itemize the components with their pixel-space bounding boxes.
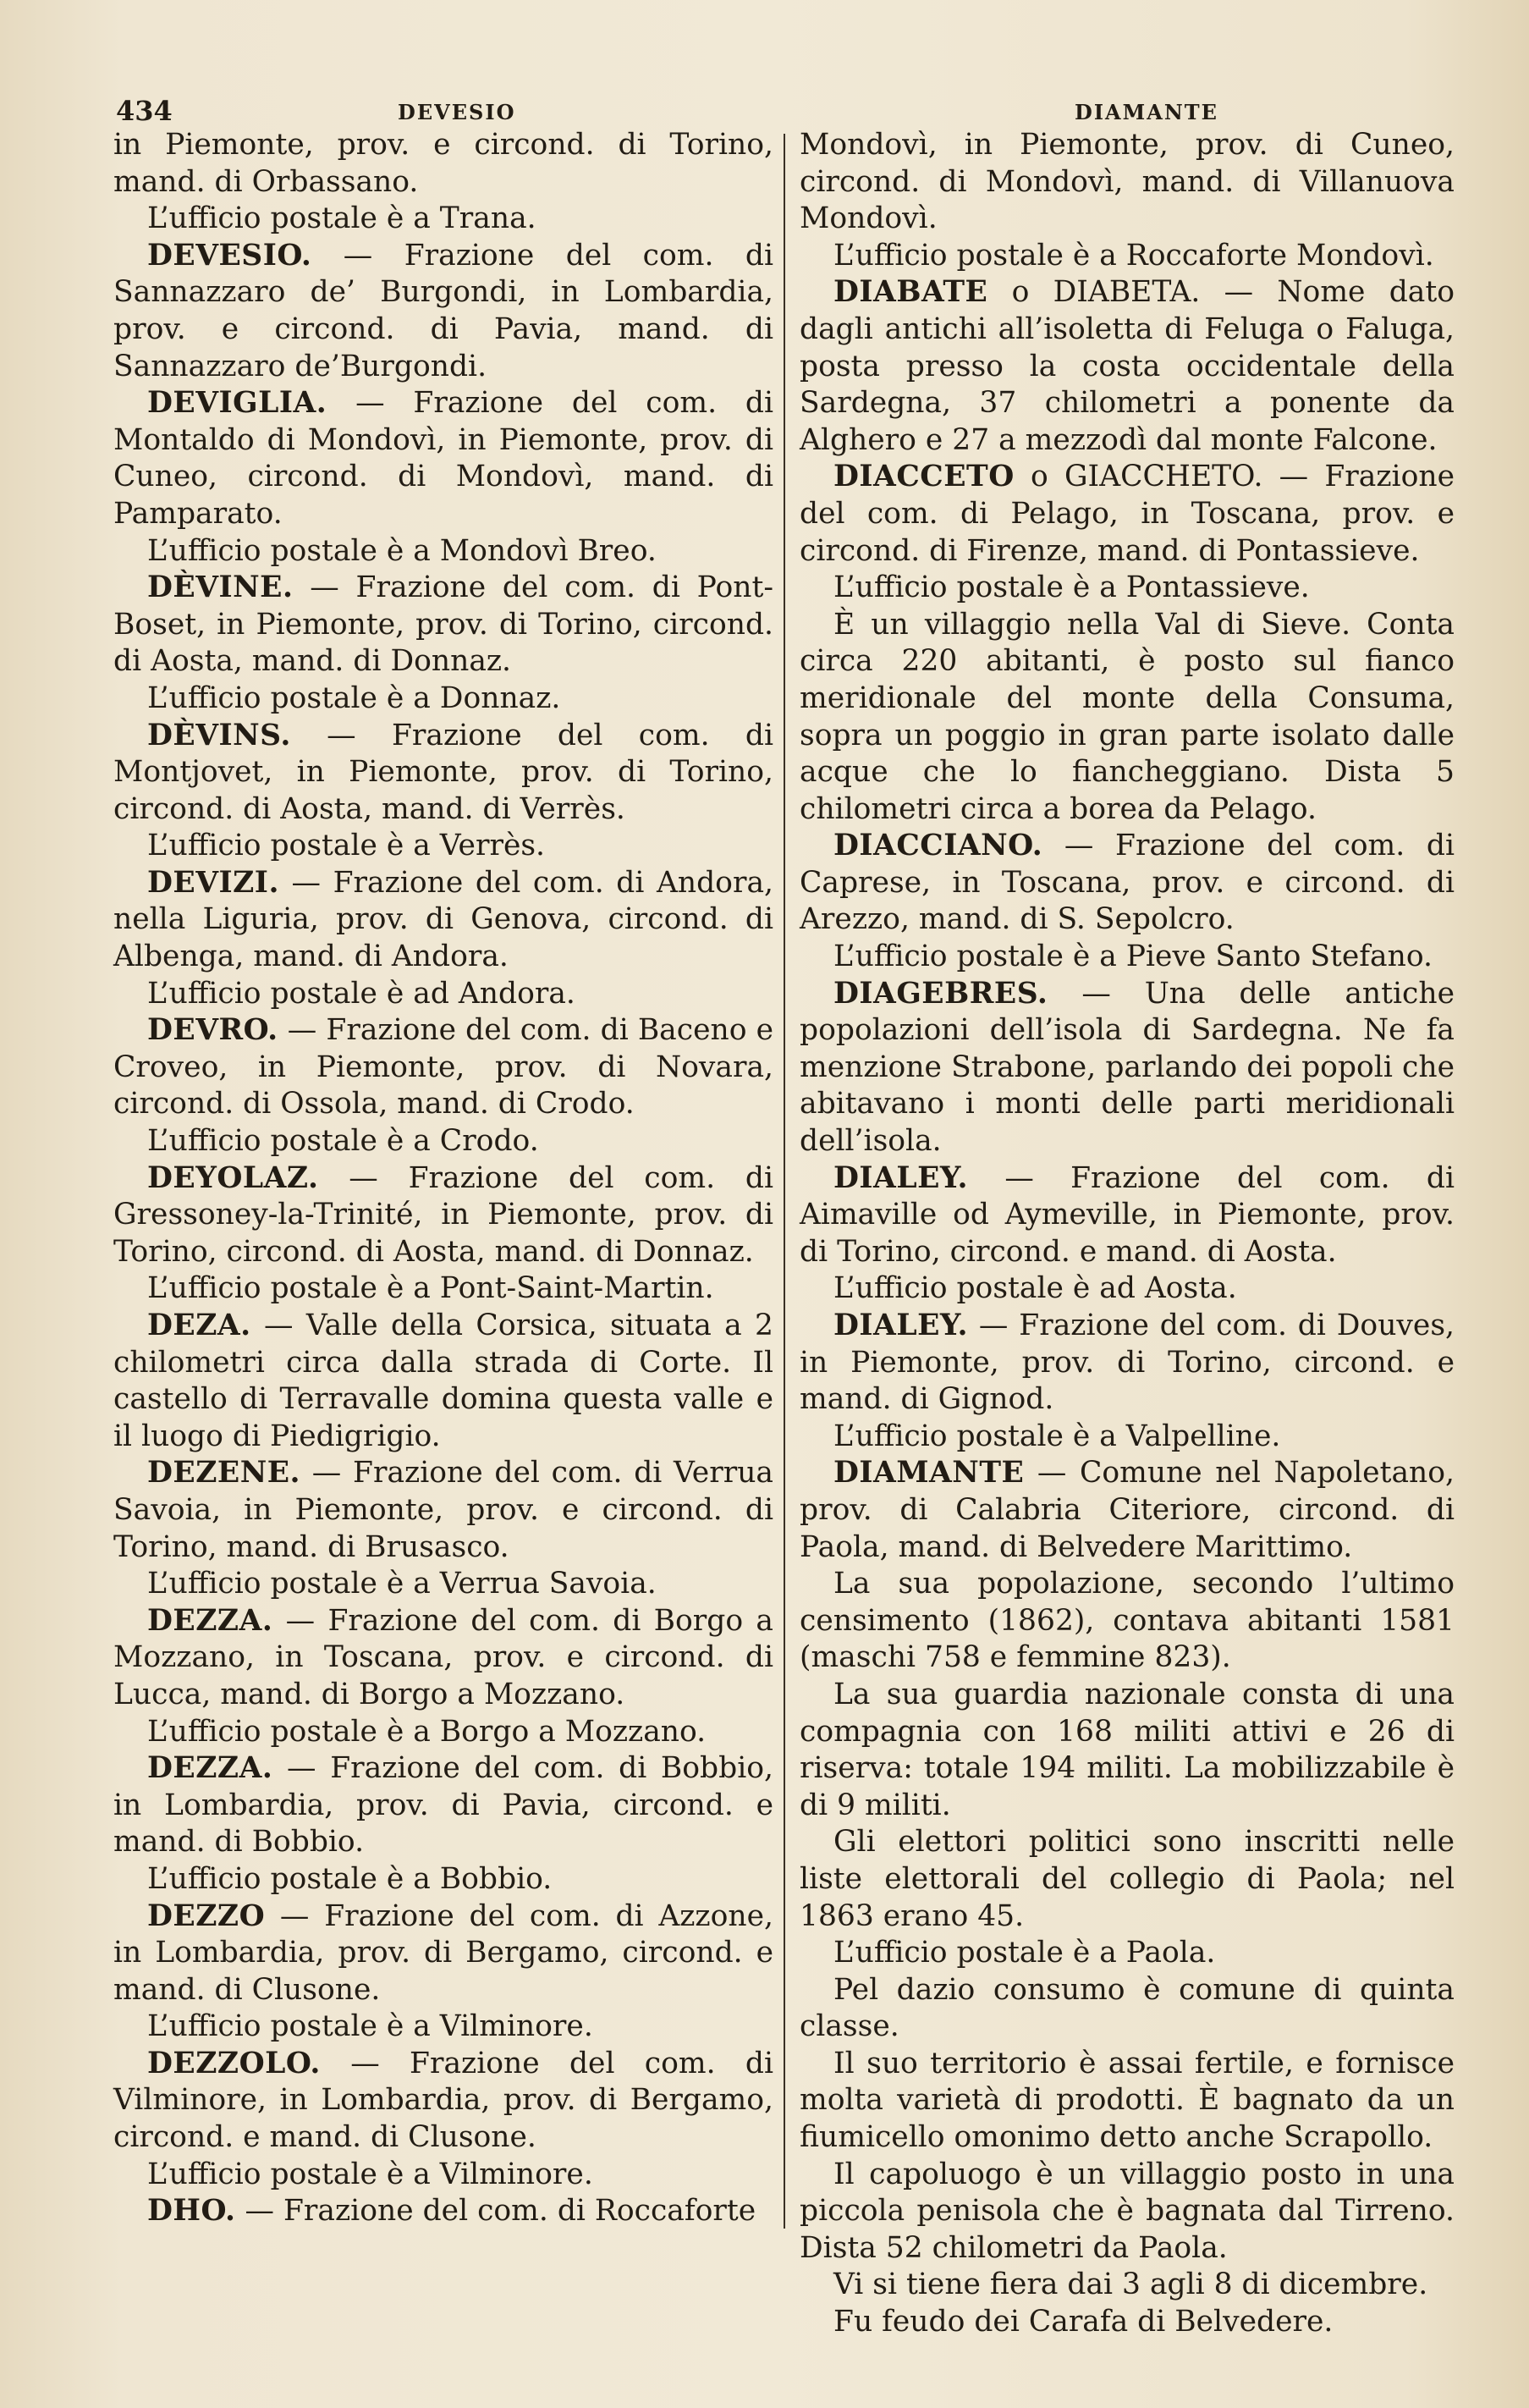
headword: DIACCETO bbox=[833, 460, 1015, 494]
entry-text: — Frazione del com. di Pont-Boset, in Piemonte, prov. di Torino, circond. di Aosta, mand. di Donnaz. bbox=[113, 570, 773, 679]
entry-paragraph bbox=[800, 607, 1455, 829]
dictionary-entry bbox=[113, 1160, 773, 1271]
headword: DEZZA. bbox=[147, 1603, 273, 1638]
entry-text: Mondovì, in Piemonte, prov. di Cuneo, circond. di Mondovì, mand. di Villanuova Mondovì. bbox=[800, 128, 1455, 236]
entry-text: L’ufficio postale è a Trana. bbox=[147, 201, 536, 236]
dictionary-entry bbox=[113, 570, 773, 681]
entry-paragraph bbox=[800, 1935, 1455, 1972]
dictionary-entry bbox=[113, 2193, 773, 2230]
headword: DIABATE bbox=[833, 275, 988, 310]
entry-text: — Frazione del com. di Sannazzaro de’ Burgondi, in Lombardia, prov. e circond. di Pavia, mand. di Sannazzaro de’Burgondi. bbox=[113, 238, 773, 383]
entry-text: — Frazione del com. di Azzone, in Lombardia, prov. di Bergamo, circond. e mand. di Clusone. bbox=[113, 1898, 773, 2007]
entry-text: in Piemonte, prov. e circond. di Torino, mand. di Orbassano. bbox=[113, 128, 773, 199]
headword: DEVIZI. bbox=[147, 865, 279, 900]
entry-text: L’ufficio postale è ad Andora. bbox=[147, 976, 575, 1011]
entry-text: L’ufficio postale è ad Aosta. bbox=[833, 1271, 1237, 1306]
headword: DEVESIO. bbox=[147, 238, 312, 273]
dictionary-entry bbox=[113, 1603, 773, 1714]
entry-paragraph bbox=[113, 533, 773, 570]
entry-text: — Una delle antiche popolazioni dell’isola di Sardegna. Ne fa menzione Strabone, parlando dei popoli che abitavano i monti delle parti meridionali dell’isola. bbox=[800, 976, 1455, 1159]
entry-text: L’ufficio postale è a Verrès. bbox=[147, 829, 546, 863]
entry-paragraph bbox=[800, 1270, 1455, 1308]
dictionary-entry bbox=[800, 828, 1455, 939]
entry-text: Il capoluogo è un villaggio posto in una piccola penisola che è bagnata dal Tirreno. Dista 52 chilometri da Paola. bbox=[800, 2157, 1455, 2265]
headword: DÈVINE. bbox=[147, 570, 294, 605]
entry-text: L’ufficio postale è a Pieve Santo Stefano. bbox=[833, 940, 1433, 974]
entry-text: L’ufficio postale è a Pont-Saint-Martin. bbox=[147, 1271, 714, 1306]
headword: DIALEY. bbox=[833, 1309, 969, 1342]
headword: DEZA. bbox=[147, 1309, 251, 1342]
entry-paragraph bbox=[800, 1419, 1455, 1456]
entry-paragraph bbox=[113, 1714, 773, 1751]
entry-paragraph bbox=[113, 1566, 773, 1603]
headword: DEZZA. bbox=[147, 1751, 273, 1786]
headword: DEVRO. bbox=[147, 1013, 278, 1048]
dictionary-entry bbox=[113, 1012, 773, 1123]
entry-text: L’ufficio postale è a Verrua Savoia. bbox=[147, 1567, 657, 1601]
running-head-right: DIAMANTE bbox=[1075, 100, 1218, 124]
headword: DÈVINS. bbox=[147, 718, 291, 752]
entry-text: La sua guardia nazionale consta di una compagnia con 168 militi attivi e 26 di riserva: totale 194 militi. La mobilizzabile è di 9 militi. bbox=[800, 1677, 1455, 1822]
entry-text: L’ufficio postale è a Donnaz. bbox=[147, 681, 561, 715]
entry-text: — Frazione del com. di Montaldo di Mondovì, in Piemonte, prov. di Cuneo, circond. di Mondovì, mand. di Pamparato. bbox=[113, 386, 773, 531]
right-column bbox=[800, 127, 1455, 2341]
entry-paragraph bbox=[113, 2157, 773, 2194]
entry-text: L’ufficio postale è a Vilminore. bbox=[147, 2157, 593, 2191]
entry-text: L’ufficio postale è a Borgo a Mozzano. bbox=[147, 1714, 707, 1749]
entry-paragraph bbox=[113, 1861, 773, 1898]
entry-paragraph bbox=[800, 2046, 1455, 2157]
entry-text: È un villaggio nella Val di Sieve. Conta circa 220 abitanti, è posto sul fianco meridionale del monte della Consuma, sopra un poggio in gran parte isolato dalle acque che lo fiancheggiano. Dista 5 chilometri circa a borea da Pelago. bbox=[800, 607, 1455, 826]
entry-text: La sua popolazione, secondo l’ultimo censimento (1862), contava abitanti 1581 (maschi 758 e femmine 823). bbox=[800, 1567, 1455, 1675]
entry-text: o GIACCHETO. — Frazione del com. di Pelago, in Toscana, prov. e circond. di Firenze, mand. di Pontassieve. bbox=[800, 460, 1455, 568]
entry-text: — Frazione del com. di Baceno e Croveo, in Piemonte, prov. di Novara, circond. di Ossola, mand. di Crodo. bbox=[113, 1013, 773, 1121]
entry-paragraph bbox=[113, 2009, 773, 2046]
entry-paragraph bbox=[800, 2267, 1455, 2304]
headword: DIALEY. bbox=[833, 1160, 969, 1195]
dictionary-entry bbox=[113, 865, 773, 976]
entry-text: L’ufficio postale è a Bobbio. bbox=[147, 1861, 553, 1896]
running-head-left: DEVESIO bbox=[398, 100, 516, 124]
entry-paragraph bbox=[800, 1566, 1455, 1677]
dictionary-entry bbox=[800, 459, 1455, 570]
dictionary-entry bbox=[800, 976, 1455, 1160]
entry-text: — Frazione del com. di Roccaforte bbox=[235, 2194, 756, 2229]
entry-text: — Valle della Corsica, situata a 2 chilometri circa dalla strada di Corte. Il castello di Terravalle domina questa valle e il luogo di Piedigrigio. bbox=[113, 1309, 773, 1453]
entry-paragraph bbox=[113, 1270, 773, 1308]
headword: DEZZOLO. bbox=[147, 2046, 321, 2080]
entry-text: o DIABETA. — Nome dato dagli antichi all’isoletta di Feluga o Faluga, posta presso la costa occidentale della Sardegna, 37 chilometri a ponente da Alghero e 27 a mezzodì dal monte Falcone. bbox=[800, 275, 1455, 457]
entry-paragraph bbox=[113, 201, 773, 238]
entry-paragraph bbox=[113, 1123, 773, 1160]
entry-paragraph bbox=[800, 939, 1455, 976]
entry-text: — Frazione del com. di Douves, in Piemonte, prov. di Torino, circond. e mand. di Gignod. bbox=[800, 1309, 1455, 1417]
entry-paragraph bbox=[800, 238, 1455, 275]
dictionary-entry bbox=[800, 1308, 1455, 1419]
dictionary-entry bbox=[113, 1308, 773, 1455]
entry-text: L’ufficio postale è a Paola. bbox=[833, 1936, 1216, 1970]
entry-paragraph bbox=[800, 570, 1455, 607]
left-column bbox=[113, 127, 773, 2230]
entry-paragraph bbox=[113, 828, 773, 865]
entry-text: — Frazione del com. di Vilminore, in Lombardia, prov. di Bergamo, circond. e mand. di Clusone. bbox=[113, 2046, 773, 2155]
entry-text: — Frazione del com. di Verrua Savoia, in Piemonte, prov. e circond. di Torino, mand. di Brusasco. bbox=[113, 1456, 773, 1564]
continued-text bbox=[113, 127, 773, 201]
entry-text: L’ufficio postale è a Mondovì Breo. bbox=[147, 533, 657, 568]
entry-text: L’ufficio postale è a Pontassieve. bbox=[833, 570, 1310, 605]
headword: DEZZO bbox=[147, 1898, 266, 1933]
entry-text: Gli elettori politici sono inscritti nelle liste elettorali del collegio di Paola; nel 1863 erano 45. bbox=[800, 1825, 1455, 1933]
continued-text bbox=[800, 127, 1455, 238]
entry-text: — Frazione del com. di Andora, nella Liguria, prov. di Genova, circond. di Albenga, mand. di Andora. bbox=[113, 865, 773, 974]
entry-text: — Frazione del com. di Gressoney-la-Trinité, in Piemonte, prov. di Torino, circond. di Aosta, mand. di Donnaz. bbox=[113, 1160, 773, 1269]
entry-text: L’ufficio postale è a Valpelline. bbox=[833, 1419, 1281, 1453]
headword: DIAGEBRES. bbox=[833, 976, 1048, 1011]
entry-text: — Frazione del com. di Aimaville od Aymeville, in Piemonte, prov. di Torino, circond. e mand. di Aosta. bbox=[800, 1160, 1455, 1269]
entry-paragraph bbox=[800, 1972, 1455, 2046]
page-number: 434 bbox=[116, 95, 173, 127]
dictionary-entry bbox=[800, 1160, 1455, 1271]
dictionary-entry bbox=[113, 1455, 773, 1566]
headword: DEVIGLIA. bbox=[147, 386, 327, 421]
dictionary-entry bbox=[113, 385, 773, 532]
dictionary-entry bbox=[113, 1898, 773, 2009]
dictionary-entry bbox=[800, 1455, 1455, 1566]
entry-text: L’ufficio postale è a Crodo. bbox=[147, 1124, 539, 1159]
dictionary-entry bbox=[113, 2046, 773, 2157]
entry-paragraph bbox=[113, 976, 773, 1013]
dictionary-entry bbox=[113, 718, 773, 829]
headword: DHO. bbox=[147, 2194, 236, 2229]
dictionary-entry bbox=[800, 274, 1455, 459]
entry-text: Fu feudo dei Carafa di Belvedere. bbox=[833, 2305, 1334, 2339]
entry-paragraph bbox=[800, 2304, 1455, 2341]
entry-text: — Frazione del com. di Bobbio, in Lombardia, prov. di Pavia, circond. e mand. di Bobbio. bbox=[113, 1751, 773, 1860]
entry-paragraph bbox=[113, 681, 773, 718]
headword: DEZENE. bbox=[147, 1456, 301, 1491]
entry-text: L’ufficio postale è a Roccaforte Mondovì. bbox=[833, 238, 1434, 273]
dictionary-entry bbox=[113, 238, 773, 385]
headword: DIAMANTE bbox=[833, 1456, 1025, 1491]
entry-text: L’ufficio postale è a Vilminore. bbox=[147, 2009, 593, 2044]
entry-text: Pel dazio consumo è comune di quinta classe. bbox=[800, 1972, 1455, 2044]
entry-text: Il suo territorio è assai fertile, e fornisce molta varietà di prodotti. È bagnato da un fiumicello omonimo detto anche Scrapollo. bbox=[800, 2046, 1455, 2155]
entry-paragraph bbox=[800, 1677, 1455, 1824]
dictionary-entry bbox=[113, 1750, 773, 1861]
column-divider bbox=[784, 134, 785, 2229]
entry-text: Vi si tiene fiera dai 3 agli 8 di dicembre. bbox=[833, 2267, 1428, 2302]
entry-text: — Frazione del com. di Montjovet, in Piemonte, prov. di Torino, circond. di Aosta, mand. di Verrès. bbox=[113, 718, 773, 826]
headword: DEYOLAZ. bbox=[147, 1160, 319, 1195]
entry-paragraph bbox=[800, 2157, 1455, 2267]
entry-paragraph bbox=[800, 1824, 1455, 1935]
entry-text: — Frazione del com. di Caprese, in Toscana, prov. e circond. di Arezzo, mand. di S. Sepolcro. bbox=[800, 829, 1455, 937]
entry-text: — Frazione del com. di Borgo a Mozzano, in Toscana, prov. e circond. di Lucca, mand. di Borgo a Mozzano. bbox=[113, 1603, 773, 1711]
entry-text: — Comune nel Napoletano, prov. di Calabria Citeriore, circond. di Paola, mand. di Belvedere Marittimo. bbox=[800, 1456, 1455, 1564]
headword: DIACCIANO. bbox=[833, 829, 1043, 863]
